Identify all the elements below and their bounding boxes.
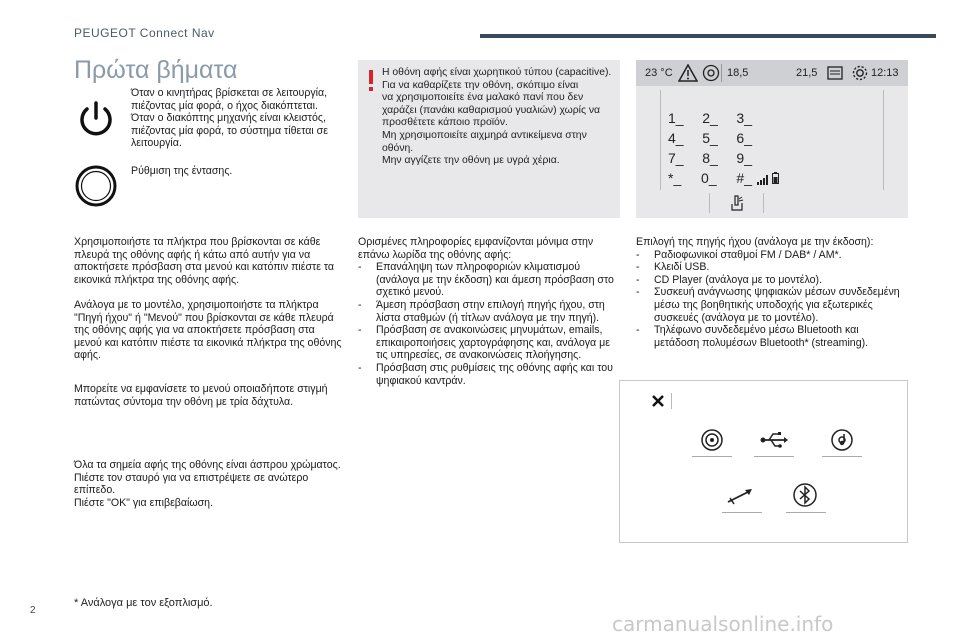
warning-triangle-icon[interactable] — [678, 64, 698, 87]
messages-icon[interactable] — [826, 64, 844, 87]
list-item: - Τηλέφωνο συνδεδεμένο μέσω Bluetooth και μετάδοση πολυμέσων Bluetooth* (streaming). — [636, 324, 916, 349]
keypad-key[interactable]: 7_ — [668, 150, 684, 166]
watermark: carmanualsonline.info — [612, 612, 834, 636]
source-underline — [722, 512, 762, 513]
radio-source-icon[interactable] — [700, 428, 724, 457]
climate-temperature[interactable]: 23 °C — [645, 67, 673, 79]
keypad-key[interactable]: 8_ — [702, 150, 718, 166]
bottom-bar-divider — [763, 193, 764, 213]
list-item: - CD Player (ανάλογα με το μοντέλο). — [636, 274, 916, 287]
left-paragraph-4: Όλα τα σημεία αφής της οθόνης είναι άσπρου χρώματος. Πιέστε τον σταυρό για να επιστρέψετε σε ανώτερο επίπεδο. Πιέστε "OK" για επιβεβαίωση. — [74, 459, 341, 509]
list-item: - Άμεση πρόσβαση στην επιλογή πηγής ήχου, στη λίστα σταθμών (ή τίτλων ανάλογα με την πηγή). — [358, 299, 620, 324]
keypad-key[interactable]: 6_ — [736, 130, 752, 146]
navigation-pin-icon[interactable] — [702, 64, 720, 87]
keypad-key[interactable]: #_ — [736, 170, 752, 186]
passenger-temperature: 21,5 — [796, 67, 818, 79]
list-item: - Επανάληψη των πληροφοριών κλιματισμού (ανάλογα με την έκδοση) και άμεση πρόσβαση στο σχετικό μενού. — [358, 261, 620, 299]
source-underline — [754, 456, 794, 457]
left-side-divider — [660, 90, 661, 190]
keypad-key[interactable]: 1_ — [668, 110, 684, 126]
keypad-key[interactable]: 2_ — [702, 110, 718, 126]
aux-jack-source-icon[interactable] — [726, 488, 754, 511]
bluetooth-source-icon[interactable] — [792, 482, 818, 513]
left-paragraph-2: Ανάλογα με το μοντέλο, χρησιμοποιήστε τα πλήκτρα "Πηγή ήχου" ή "Μενού" που βρίσκονται σε κάθε πλευρά της οθόνης αφής για να αποκτήσετε πρόσβαση στα μενού και κατόπιν πιέστε τα εικονικά πλήκτρα της οθόνης αφής. — [74, 299, 342, 362]
list-item: - Πρόσβαση σε ανακοινώσεις μηνυμάτων, emails, επικαιροποιήσεις χαρτογράφησης και, ανάλογα με τις υπηρεσίες, σε ανακοινώσεις πλοήγησης. — [358, 324, 620, 362]
close-divider — [671, 393, 672, 409]
power-button-description: Όταν ο κινητήρας βρίσκεται σε λειτουργία, πιέζοντας μία φορά, ο ήχος διακόπτεται. Όταν ο διακόπτης μηχανής είναι κλειστός, πιέζοντας μία φορά, το σύστημα τίθεται σε λειτουργία. — [131, 87, 328, 150]
source-underline — [822, 456, 862, 457]
close-icon[interactable] — [651, 394, 665, 413]
usb-source-icon[interactable] — [760, 430, 788, 455]
power-button-icon — [74, 96, 118, 140]
document-header-title: PEUGEOT Connect Nav — [74, 26, 215, 40]
volume-knob-icon — [74, 164, 118, 208]
temperature-reading: 18,5 — [727, 67, 749, 79]
right-column-text: Επιλογή της πηγής ήχου (ανάλογα με την έκδοση): - Ραδιοφωνικοί σταθμοί FM / DAB* / AM*. - Κλειδί USB. - CD Player (ανάλογα με το μοντέλο). - Συσκευή ανάγνωσης ψηφιακών μέσων συνδεδεμένη μέσω της βοηθητικής υποδοχής για εξωτερικές συσκευές (ανάλογα με το μοντέλο). - Τηλέφωνο συνδεδεμένο μέσω Bluetooth και μετάδοση πολυμέσων Bluetooth* (streaming). — [636, 236, 916, 349]
warning-icon — [367, 70, 375, 92]
clock: 12:13 — [871, 67, 899, 79]
settings-gear-icon[interactable] — [851, 64, 869, 87]
source-underline — [692, 456, 732, 457]
touch-hand-icon — [728, 194, 746, 217]
warning-text: Η οθόνη αφής είναι χωρητικού τύπου (capacitive). Για να καθαρίζετε την οθόνη, σκόπιμο είναι να χρησιμοποιείτε ένα μαλακό πανί που δεν χαράζει (πανάκι καθαρισμού γυαλιών) χωρίς να προσθέτετε κάποιο προϊόν. Μη χρησιμοποιείτε αιχμηρά αντικείμενα στην οθόνη. Μην αγγίζετε την οθόνη με υγρά χέρια. — [382, 67, 612, 167]
keypad-key[interactable]: *_ — [668, 170, 682, 186]
status-divider — [721, 64, 722, 82]
keypad-key[interactable]: 0_ — [701, 170, 717, 186]
source-underline — [786, 512, 826, 513]
phone-keypad — [668, 110, 752, 190]
footnote: * Ανάλογα με τον εξοπλισμό. — [74, 597, 213, 609]
keypad-key[interactable]: 5_ — [702, 130, 718, 146]
battery-icon — [772, 171, 779, 189]
left-paragraph-1: Χρησιμοποιήστε τα πλήκτρα που βρίσκονται σε κάθε πλευρά της οθόνης αφής ή κάτω από αυτήν για να αποκτήσετε πρόσβαση στα μενού και κατόπιν πιέστε τα εικονικά πλήκτρα της οθόνης αφής. — [74, 236, 335, 286]
cd-player-source-icon[interactable] — [830, 428, 854, 457]
keypad-key[interactable]: 4_ — [668, 130, 684, 146]
middle-column-text: Ορισμένες πληροφορίες εμφανίζονται μόνιμα στην επάνω λωρίδα της οθόνης αφής: - Επανάληψη των πληροφοριών κλιματισμού (ανάλογα με την έκδοση) και άμεση πρόσβαση στο σχετικό μενού. - Άμεση πρόσβαση στην επιλογή πηγής ήχου, στη λίστα σταθμών (ή τίτλων ανάλογα με την πηγή). - Πρόσβαση σε ανακοινώσεις μηνυμάτων, emails, επικαιροποιήσεις χαρτογράφησης και, ανάλογα με τις υπηρεσίες, σε ανακοινώσεις πλοήγησης. - Πρόσβαση στις ρυθμίσεις της οθόνης αφής και του ψηφιακού καντράν. — [358, 236, 620, 387]
right-side-divider — [883, 90, 884, 190]
list-item: - Συσκευή ανάγνωσης ψηφιακών μέσων συνδεδεμένη μέσω της βοηθητικής υποδοχής για εξωτερικές συσκευές (ανάλογα με το μοντέλο). — [636, 286, 916, 324]
signal-strength-icon — [757, 172, 769, 190]
page-number: 2 — [30, 605, 36, 616]
left-paragraph-3: Μπορείτε να εμφανίσετε το μενού οποιαδήποτε στιγμή πατώντας σύντομα την οθόνη με τρία δάχτυλα. — [74, 383, 328, 408]
list-item: - Κλειδί USB. — [636, 261, 916, 274]
page-title: Πρώτα βήματα — [74, 56, 238, 84]
bottom-bar-divider — [709, 193, 710, 213]
volume-description: Ρύθμιση της έντασης. — [131, 165, 233, 177]
keypad-key[interactable]: 3_ — [736, 110, 752, 126]
list-item: - Ραδιοφωνικοί σταθμοί FM / DAB* / AM*. — [636, 249, 916, 262]
list-item: - Πρόσβαση στις ρυθμίσεις της οθόνης αφής και του ψηφιακού καντράν. — [358, 362, 620, 387]
header-divider — [480, 34, 936, 38]
keypad-key[interactable]: 9_ — [736, 150, 752, 166]
